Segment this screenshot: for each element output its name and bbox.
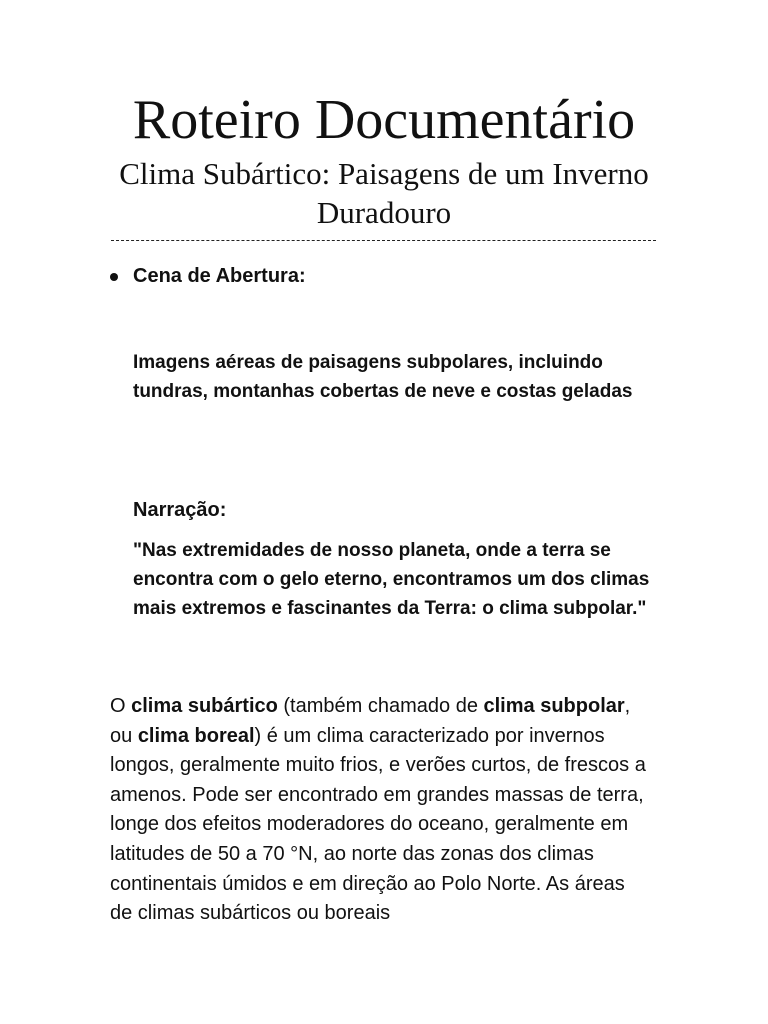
term-clima-subpolar: clima subpolar bbox=[483, 695, 625, 717]
body-text: O bbox=[110, 695, 132, 717]
narration-quote: "Nas extremidades de nosso planeta, onde a terra se encontra com o gelo eterno, encontramos um dos climas mais extremos e fascinantes da Terra: o clima subpolar." bbox=[133, 540, 650, 619]
body-text: ) é um clima caracterizado por invernos longos, geralmente muito frios, e verões curtos, de frescos a amenos. Pode ser encontrado em grandes massas de terra, longe dos efeitos moderadores do oceano, geralmente em latitudes de 50 a 70 °N, ao norte das zonas dos climas continentais úmidos e em direção ao Polo Norte. As áreas de climas subárticos ou boreais bbox=[110, 724, 646, 925]
term-clima-subartico: clima subártico bbox=[131, 695, 278, 717]
body-paragraph bbox=[110, 692, 650, 929]
narration-heading: Narração: bbox=[133, 499, 227, 521]
term-clima-boreal: clima boreal bbox=[137, 724, 255, 747]
document-title: Roteiro Documentário bbox=[132, 89, 636, 151]
body-text: (também chamado de bbox=[277, 695, 484, 717]
dashed-divider bbox=[111, 240, 656, 241]
scene-description: Imagens aéreas de paisagens subpolares, incluindo tundras, montanhas cobertas de neve e costas geladas bbox=[133, 352, 633, 402]
scene-heading: Cena de Abertura: bbox=[133, 265, 306, 287]
bullet-icon bbox=[110, 273, 118, 281]
body-text: , ou bbox=[110, 695, 631, 747]
document-subtitle: Clima Subártico: Paisagens de um Inverno Duradouro bbox=[119, 156, 649, 230]
